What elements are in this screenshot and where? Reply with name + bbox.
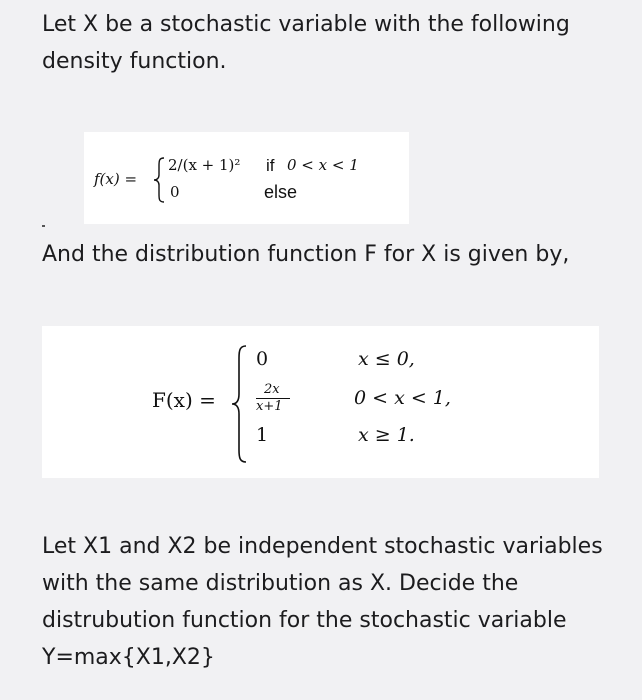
distribution-case3-cond: x ≥ 1. — [358, 424, 415, 446]
density-case2-expr: 0 — [170, 183, 180, 201]
intro-paragraph: Let X be a stochastic variable with the following density function. — [42, 12, 570, 74]
distribution-lhs: F(x) = — [152, 388, 216, 412]
divider-mark — [42, 225, 45, 227]
distribution-case2-num: 2x — [264, 382, 280, 397]
density-case1-expr: 2/(x + 1)² — [168, 156, 241, 174]
distribution-case2-den: x+1 — [256, 399, 283, 414]
distribution-case2-cond: 0 < x < 1, — [354, 387, 451, 409]
density-case1-if: if — [266, 156, 275, 175]
density-function-image — [84, 132, 409, 224]
distribution-function-image — [42, 326, 599, 478]
density-case1-cond: 0 < x < 1 — [287, 156, 359, 174]
density-brace-icon — [152, 156, 166, 204]
distribution-case1-expr: 0 — [256, 348, 269, 370]
question-paragraph: Let X1 and X2 be independent stochastic variables with the same distribution as X. Decide the distrubution function for the stochastic variable Y=max{X1,X2} — [42, 534, 603, 670]
distribution-brace-icon — [230, 344, 248, 464]
density-case2-cond: else — [264, 182, 298, 202]
density-lhs: f(x) = — [94, 170, 138, 188]
distribution-intro-paragraph: And the distribution function F for X is given by, — [42, 242, 570, 267]
distribution-case1-cond: x ≤ 0, — [358, 348, 415, 370]
distribution-case3-expr: 1 — [256, 424, 269, 446]
